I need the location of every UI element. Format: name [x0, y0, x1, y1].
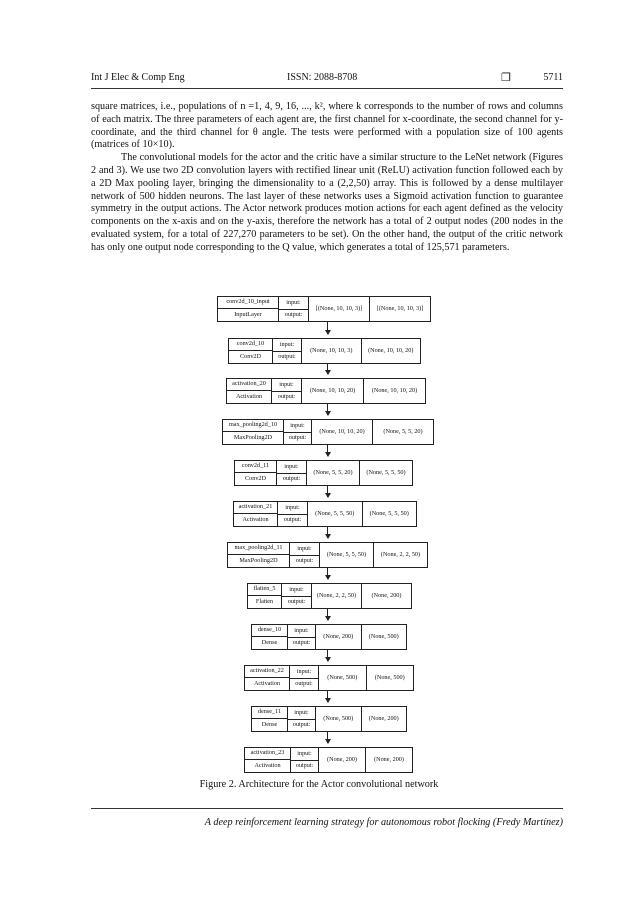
output-shape: (None, 200)	[362, 706, 408, 732]
input-shape: (None, 500)	[316, 706, 362, 732]
layer-type: Dense	[261, 638, 278, 646]
paragraph-2: The convolutional models for the actor and the critic have a similar structure to the LeNet network (Figures 2 and 3). We use two 2D convolution layers with rectified linear unit (ReLU) activation function followed each by a 2D Max pooling layer, bringing the dimensionality to a (2,2,50) array. This is followed by a dense multilayer network of 500 hidden neurons. The last layer of these networks uses a Sigmoid activation function to guarantee symmetry in the output actions. The Actor network produces motion actions for each agent defined as the velocity components on the x-axis and on the y-axis, therefore the network has a total of 2 output nodes (200 nodes in the evaluated system, for a total of 227,270 parameters to be set). On the other hand, the output of the critic network has only one output node corresponding to the Q value, which generates a total of 125,571 parameters.	[91, 152, 563, 253]
layer-type: Conv2D	[240, 352, 261, 360]
output-shape: (None, 5, 5, 50)	[360, 460, 413, 486]
input-label: input:	[290, 543, 319, 556]
input-shape: (None, 200)	[316, 624, 362, 650]
output-label: output:	[292, 720, 311, 728]
flow-arrow	[327, 650, 328, 661]
layer-label-box	[251, 706, 288, 732]
input-label: input:	[273, 339, 301, 352]
layer-type: Activation	[254, 761, 281, 769]
output-label: output:	[278, 352, 296, 360]
flow-arrow	[327, 445, 328, 456]
layer-name: activation_23	[245, 748, 290, 760]
output-label: output:	[295, 679, 313, 687]
output-shape: [(None, 10, 10, 3)]	[370, 296, 431, 322]
footer-rule	[91, 808, 563, 809]
layer-label-box	[226, 378, 272, 404]
layer-label-box	[234, 460, 277, 486]
page-footer: A deep reinforcement learning strategy for autonomous robot flocking (Fredy Martínez)	[204, 817, 563, 828]
figure-caption: Figure 2. Architecture for the Actor convolutional network	[199, 779, 439, 790]
layer-label-box	[233, 501, 278, 527]
layer-type: Activation	[235, 392, 263, 400]
layer-name: dense_11	[252, 707, 287, 719]
output-shape: (None, 200)	[362, 583, 412, 609]
flow-arrow	[327, 691, 328, 702]
output-shape: (None, 2, 2, 50)	[374, 542, 428, 568]
layer-name: activation_20	[227, 379, 271, 391]
input-label: input:	[277, 461, 306, 474]
input-label: input:	[279, 297, 308, 310]
journal-name: Int J Elec & Comp Eng	[91, 72, 185, 83]
output-label: output:	[288, 433, 307, 441]
output-label: output:	[283, 515, 302, 523]
input-shape: (None, 2, 2, 50)	[312, 583, 362, 609]
layer-type: Dense	[261, 720, 278, 728]
io-label-box	[290, 542, 320, 568]
layer-name: conv2d_10_input	[218, 297, 278, 309]
output-shape: (None, 5, 5, 50)	[363, 501, 418, 527]
input-shape: (None, 200)	[319, 747, 366, 773]
output-label: output:	[295, 556, 314, 564]
input-shape: (None, 5, 5, 50)	[308, 501, 363, 527]
layer-name: flatten_5	[248, 584, 281, 596]
io-label-box	[284, 419, 312, 445]
io-label-box	[279, 296, 309, 322]
io-label-box	[291, 747, 319, 773]
input-shape: (None, 10, 10, 20)	[302, 378, 364, 404]
paragraph-1: square matrices, i.e., populations of n =1, 4, 9, 16, ..., k², where k corresponds to the number of rows and columns of each matrix. The three parameters of each agent are, the first channel for x-coordinate, the second channel for y-coordinate, and the third channel for θ angle. The tests were performed with a population size of 100 agents (matrices of 10×10).	[91, 101, 563, 151]
layer-label-box	[247, 583, 282, 609]
output-label: output:	[287, 597, 306, 605]
input-shape: (None, 5, 5, 50)	[320, 542, 374, 568]
layer-name: dense_10	[252, 625, 287, 637]
layer-name: max_pooling2d_10	[223, 420, 283, 432]
layer-type: MaxPooling2D	[239, 556, 278, 564]
issn: ISSN: 2088-8708	[287, 72, 358, 83]
layer-name: max_pooling2d_11	[228, 543, 289, 555]
input-label: input:	[290, 666, 318, 679]
layer-type: MaxPooling2D	[233, 433, 273, 441]
output-label: output:	[277, 392, 296, 400]
input-label: input:	[284, 420, 311, 433]
io-label-box	[290, 665, 319, 691]
layer-name: conv2d_11	[235, 461, 276, 473]
box-icon: ❐	[501, 72, 511, 84]
flow-arrow	[327, 322, 328, 334]
input-shape: (None, 10, 10, 3)	[302, 338, 362, 364]
flow-arrow	[327, 732, 328, 743]
output-label: output:	[292, 638, 311, 646]
input-shape: (None, 5, 5, 20)	[307, 460, 360, 486]
flow-arrow	[327, 568, 328, 579]
io-label-box	[273, 338, 302, 364]
output-shape: (None, 10, 10, 20)	[364, 378, 426, 404]
input-label: input:	[282, 584, 311, 597]
input-label: input:	[291, 748, 318, 761]
io-label-box	[282, 583, 312, 609]
io-label-box	[277, 460, 307, 486]
page-number: 5711	[543, 72, 563, 83]
layer-label-box	[244, 665, 290, 691]
layer-label-box	[222, 419, 284, 445]
output-shape: (None, 500)	[362, 624, 408, 650]
layer-label-box	[227, 542, 290, 568]
output-shape: (None, 200)	[366, 747, 413, 773]
output-shape: (None, 500)	[367, 665, 415, 691]
io-label-box	[288, 706, 316, 732]
input-shape: (None, 500)	[319, 665, 367, 691]
layer-type: Activation	[242, 515, 269, 523]
page-header	[91, 66, 563, 89]
body-text	[91, 101, 563, 255]
flow-arrow	[327, 404, 328, 415]
output-shape: (None, 5, 5, 20)	[373, 419, 434, 445]
layer-name: conv2d_10	[229, 339, 272, 351]
output-shape: (None, 10, 10, 20)	[362, 338, 422, 364]
layer-label-box	[251, 624, 288, 650]
flow-arrow	[327, 364, 328, 374]
layer-type: Conv2D	[245, 474, 266, 482]
input-shape: (None, 10, 10, 20)	[312, 419, 373, 445]
input-label: input:	[278, 502, 307, 515]
input-label: input:	[272, 379, 301, 392]
layer-type: Activation	[253, 679, 281, 687]
input-shape: [(None, 10, 10, 3)]	[309, 296, 370, 322]
layer-name: activation_22	[245, 666, 289, 678]
layer-label-box	[217, 296, 279, 322]
input-label: input:	[288, 625, 315, 638]
output-label: output:	[295, 761, 314, 769]
flow-arrow	[327, 527, 328, 538]
output-label: output:	[284, 310, 303, 318]
layer-type: InputLayer	[234, 310, 262, 318]
flow-arrow	[327, 609, 328, 620]
layer-name: activation_21	[234, 502, 277, 514]
io-label-box	[288, 624, 316, 650]
flow-arrow	[327, 486, 328, 497]
io-label-box	[278, 501, 308, 527]
layer-type: Flatten	[255, 597, 274, 605]
io-label-box	[272, 378, 302, 404]
input-label: input:	[288, 707, 315, 720]
layer-label-box	[244, 747, 291, 773]
output-label: output:	[282, 474, 301, 482]
layer-label-box	[228, 338, 273, 364]
